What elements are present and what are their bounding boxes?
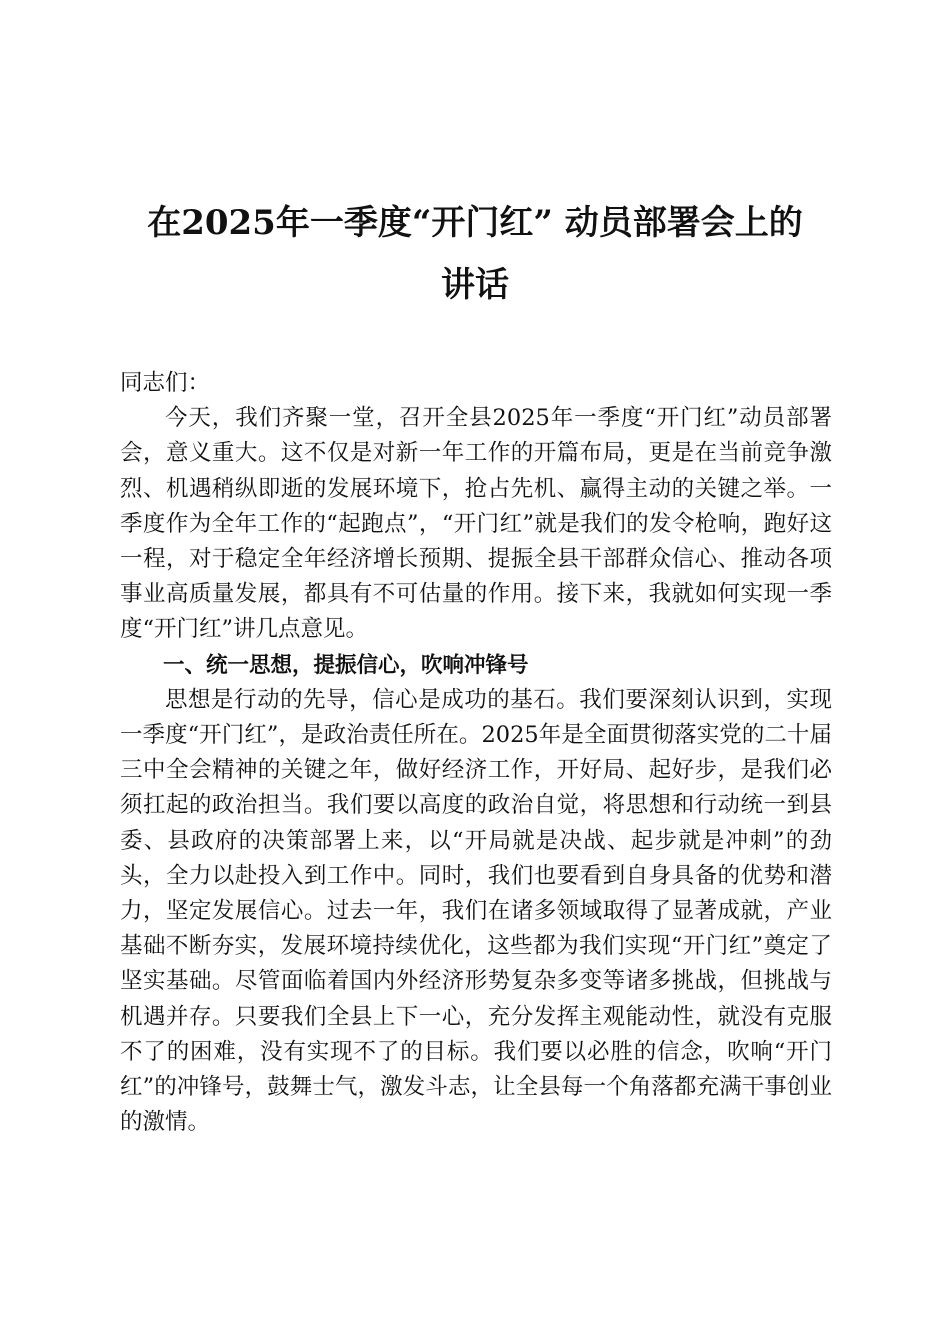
document-body (120, 366, 832, 1140)
title-line-1: 在2025年一季度“开门红” 动员部署会上的 (147, 203, 803, 243)
document-title (100, 192, 850, 316)
intro-paragraph: 今天，我们齐聚一堂，召开全县2025年一季度“开门红”动员部署会，意义重大。这不仅是对新一年工作的开篇布局，更是在当前竞争激烈、机遇稍纵即逝的发展环境下，抢占先机、赢得主动的关键之举。一季度作为全年工作的“起跑点”，“开门红”就是我们的发令枪响，跑好这一程，对于稳定全年经济增长预期、提振全县干部群众信心、推动各项事业高质量发展，都具有不可估量的作用。接下来，我就如何实现一季度“开门红”讲几点意见。 (120, 405, 832, 643)
title-line-2: 讲话 (441, 265, 509, 305)
salutation: 同志们： (120, 370, 211, 396)
section-1-heading: 一、统一思想，提振信心，吹响冲锋号 (163, 652, 529, 678)
section-1-paragraph: 思想是行动的先导，信心是成功的基石。我们要深刻认识到，实现一季度“开门红”，是政治责任所在。2025年是全面贯彻落实党的二十届三中全会精神的关键之年，做好经济工作，开好局、起好步，是我们必须扛起的政治担当。我们要以高度的政治自觉，将思想和行动统一到县委、县政府的决策部署上来，以“开局就是决战、起步就是冲刺”的劲头，全力以赴投入到工作中。同时，我们也要看到自身具备的优势和潜力，坚定发展信心。过去一年，我们在诸多领域取得了显著成就，产业基础不断夯实，发展环境持续优化，这些都为我们实现“开门红”奠定了坚实基础。尽管面临着国内外经济形势复杂多变等诸多挑战，但挑战与机遇并存。只要我们全县上下一心，充分发挥主观能动性，就没有克服不了的困难，没有实现不了的目标。我们要以必胜的信念，吹响“开门红”的冲锋号，鼓舞士气，激发斗志，让全县每一个角落都充满干事创业的激情。 (120, 686, 832, 1136)
